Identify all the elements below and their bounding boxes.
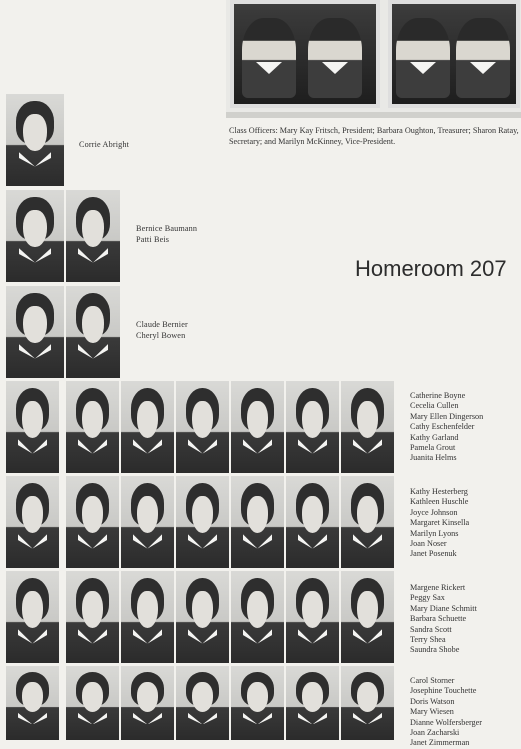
- portrait-photo: [6, 476, 59, 568]
- portrait-photo: [66, 476, 119, 568]
- name-list: [410, 391, 521, 464]
- portrait-photo: [341, 381, 394, 473]
- portrait-photo: [6, 666, 59, 740]
- portrait-photo: [6, 381, 59, 473]
- list-item: Joan Noser: [410, 539, 447, 549]
- officer-figure: [396, 18, 450, 98]
- portrait-photo: [176, 381, 229, 473]
- list-item: Kathy Hesterberg: [410, 487, 468, 496]
- window-pane-left: [230, 0, 380, 108]
- portrait-photo: [286, 666, 339, 740]
- portrait-photo: [176, 666, 229, 740]
- portrait-photo: [66, 666, 119, 740]
- portrait-photo: [121, 476, 174, 568]
- list-item: Barbara Schuette: [410, 614, 467, 624]
- list-item: Sandra Scott: [410, 624, 452, 634]
- class-officers-photo: [226, 0, 521, 118]
- portrait-photo: [286, 571, 339, 663]
- portrait-name: Claude Bernier: [136, 320, 188, 329]
- list-item: Kathleen Huschle: [410, 497, 469, 507]
- portrait-photo: [231, 476, 284, 568]
- list-item: Cecelia Cullen: [410, 401, 459, 411]
- portrait-name: Corrie Abright: [79, 140, 130, 149]
- list-item: Pamela Grout: [410, 443, 456, 453]
- officer-figure: [242, 18, 296, 98]
- list-item: Kathy Garland: [410, 432, 459, 442]
- portrait-photo: [66, 381, 119, 473]
- portrait-name: Patti Beis: [136, 235, 170, 244]
- list-item: Catherine Boyne: [410, 391, 466, 400]
- list-item: Dianne Wolfersberger: [410, 717, 483, 727]
- officer-figure: [456, 18, 510, 98]
- portrait-photo: [6, 286, 64, 378]
- list-item: Margene Rickert: [410, 583, 466, 592]
- portrait-photo: [6, 190, 64, 282]
- portrait-photo: [121, 666, 174, 740]
- portrait-photo: [286, 381, 339, 473]
- portrait-photo: [341, 666, 394, 740]
- portrait-photo: [176, 476, 229, 568]
- window-pane-right: [388, 0, 520, 108]
- portrait-photo: [6, 94, 64, 186]
- portrait-photo: [231, 381, 284, 473]
- portrait-photo: [6, 571, 59, 663]
- portrait-name: Bernice Baumann: [136, 224, 198, 233]
- list-item: Marilyn Lyons: [410, 528, 459, 538]
- name-list: [410, 583, 521, 656]
- portrait-photo: [121, 381, 174, 473]
- list-item: Joan Zacharski: [410, 728, 460, 738]
- portrait-photo: [176, 571, 229, 663]
- portrait-photo: [341, 571, 394, 663]
- list-item: Janet Posenuk: [410, 549, 457, 559]
- list-item: Cathy Eschenfelder: [410, 422, 475, 432]
- list-item: Mary Ellen Dingerson: [410, 411, 484, 421]
- list-item: Mary Wiesen: [410, 707, 454, 717]
- portrait-photo: [341, 476, 394, 568]
- portrait-photo: [286, 476, 339, 568]
- list-item: Terry Shea: [410, 635, 446, 645]
- list-item: Mary Diane Schmitt: [410, 603, 477, 613]
- officers-caption: Class Officers: Mary Kay Fritsch, President; Barbara Oughton, Treasurer; Sharon Ratay, Secretary; and Marilyn McKinney, Vice-President.: [229, 126, 519, 146]
- list-item: Josephine Touchette: [410, 686, 477, 696]
- list-item: Peggy Sax: [410, 593, 445, 603]
- portrait-photo: [66, 286, 120, 378]
- portrait-photo: [66, 190, 120, 282]
- portrait-photo: [121, 571, 174, 663]
- portrait-photo: [231, 666, 284, 740]
- name-list: [410, 676, 521, 749]
- list-item: Janet Zimmerman: [410, 738, 470, 748]
- portrait-name: Cheryl Bowen: [136, 331, 186, 340]
- officer-figure: [308, 18, 362, 98]
- list-item: Margaret Kinsella: [410, 518, 470, 528]
- portrait-photo: [231, 571, 284, 663]
- list-item: Juanita Helms: [410, 453, 457, 463]
- portrait-photo: [66, 571, 119, 663]
- list-item: Joyce Johnson: [410, 507, 458, 517]
- list-item: Carol Storner: [410, 676, 455, 685]
- list-item: Doris Watson: [410, 696, 455, 706]
- page-title: Homeroom 207: [355, 256, 507, 281]
- list-item: Saundra Shobe: [410, 645, 460, 655]
- name-list: [410, 487, 521, 560]
